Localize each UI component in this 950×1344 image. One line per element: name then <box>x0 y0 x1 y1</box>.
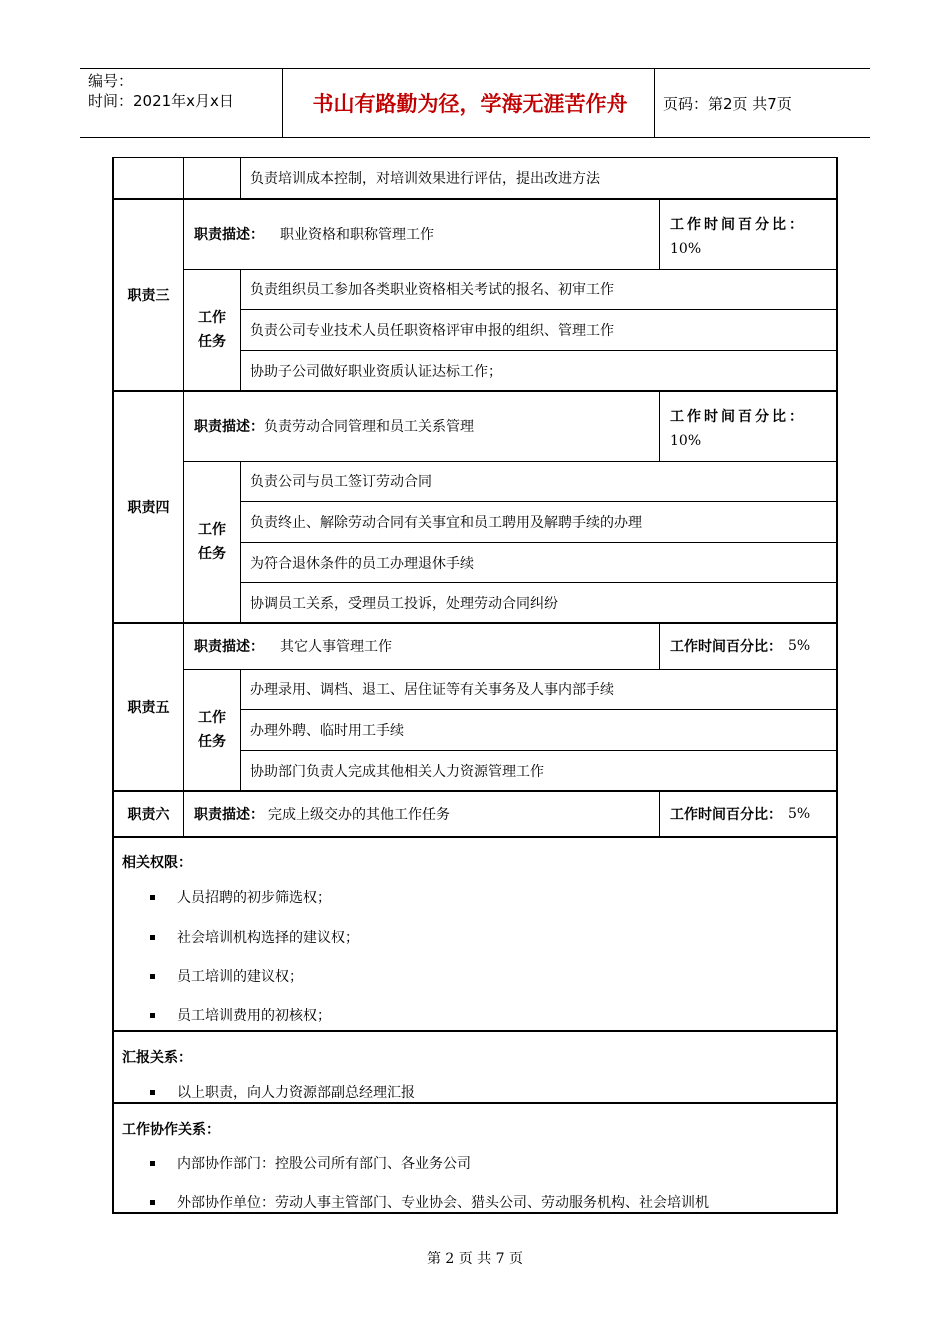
header-divider <box>282 69 283 137</box>
row-divider <box>112 1030 838 1032</box>
list-item <box>150 1005 331 1025</box>
header-slogan: 书山有路勤为径，学海无涯苦作舟 <box>312 92 628 116</box>
list-item <box>150 1153 471 1173</box>
time-percent <box>670 213 832 261</box>
bullet-icon <box>150 1013 155 1018</box>
col-divider <box>659 623 660 669</box>
task-item: 协调员工关系，受理员工投诉，处理劳动合同纠纷 <box>250 596 558 612</box>
pct-value: 10% <box>670 241 702 257</box>
duty-title: 职责三 <box>127 288 170 304</box>
task-item: 协助部门负责人完成其他相关人力资源管理工作 <box>250 764 544 780</box>
row-divider <box>112 1102 838 1104</box>
task-item: 办理录用、调档、退工、居住证等有关事务及人事内部手续 <box>250 682 614 698</box>
page-footer: 第 2 页 共 7 页 <box>426 1251 524 1267</box>
list-item <box>150 927 359 947</box>
pct-label: 工作时间百分比： <box>670 409 806 425</box>
task-item: 协助子公司做好职业资质认证达标工作； <box>250 364 502 380</box>
col-divider <box>659 791 660 837</box>
list-item <box>150 887 331 907</box>
desc-label: 职责描述： <box>194 227 264 243</box>
pct-label: 工作时间百分比： <box>670 639 782 655</box>
task-item: 负责终止、解除劳动合同有关事宜和员工聘用及解聘手续的办理 <box>250 515 642 531</box>
pct-value: 10% <box>670 433 702 449</box>
col-divider <box>659 199 660 269</box>
list-item-text: 人员招聘的初步筛选权； <box>177 890 331 906</box>
list-item-text: 以上职责，向人力资源部副总经理汇报 <box>177 1085 415 1101</box>
duty-title: 职责六 <box>127 807 170 823</box>
bullet-icon <box>150 935 155 940</box>
col-divider <box>659 391 660 461</box>
list-item <box>150 966 303 986</box>
header-page-info: 页码：第2页 共7页 <box>663 94 792 113</box>
list-item-text: 员工培训费用的初核权； <box>177 1008 331 1024</box>
page-header <box>80 68 870 138</box>
bullet-icon <box>150 974 155 979</box>
header-meta <box>88 71 278 111</box>
bullet-icon <box>150 1090 155 1095</box>
duty-description <box>194 391 654 461</box>
pct-value: 5% <box>788 806 811 822</box>
desc-label: 职责描述： <box>194 807 264 823</box>
bullet-icon <box>150 895 155 900</box>
task-item: 负责组织员工参加各类职业资格相关考试的报名、初审工作 <box>250 282 614 298</box>
duty-title: 职责四 <box>127 500 170 516</box>
duty-description <box>194 623 654 669</box>
section-title: 工作协作关系： <box>122 1122 220 1138</box>
doc-code: 编号： <box>88 72 134 90</box>
task-label: 工作任务 <box>198 522 226 562</box>
list-item-text: 内部协作部门：控股公司所有部门、各业务公司 <box>177 1156 471 1172</box>
col-divider <box>240 157 241 199</box>
pct-label: 工作时间百分比： <box>670 217 806 233</box>
task-label: 工作任务 <box>198 310 226 350</box>
section-title: 相关权限： <box>122 855 192 871</box>
section-title: 汇报关系： <box>122 1050 192 1066</box>
task-label: 工作任务 <box>198 710 226 750</box>
duty-description <box>194 791 654 837</box>
desc-label: 职责描述： <box>194 419 264 435</box>
list-item <box>150 1082 415 1102</box>
pct-value: 5% <box>788 638 811 654</box>
bullet-icon <box>150 1200 155 1205</box>
task-item: 办理外聘、临时用工手续 <box>250 723 404 739</box>
time-percent <box>670 791 832 837</box>
table-border <box>112 1212 838 1214</box>
time-percent <box>670 623 832 669</box>
desc-text: 职业资格和职称管理工作 <box>280 227 434 243</box>
duty-description <box>194 199 654 269</box>
desc-text: 负责劳动合同管理和员工关系管理 <box>264 419 474 435</box>
list-item-text: 员工培训的建议权； <box>177 969 303 985</box>
col-divider <box>240 269 241 391</box>
task-cell: 负责培训成本控制，对培训效果进行评估，提出改进方法 <box>250 171 600 187</box>
duty-title: 职责五 <box>127 700 170 716</box>
list-item <box>150 1192 709 1212</box>
doc-time: 时间：2021年x月x日 <box>88 92 234 110</box>
table-border <box>836 157 838 1214</box>
bullet-icon <box>150 1161 155 1166</box>
task-item: 负责公司专业技术人员任职资格评审申报的组织、管理工作 <box>250 323 614 339</box>
col-divider <box>240 669 241 791</box>
list-item-text: 社会培训机构选择的建议权； <box>177 930 359 946</box>
desc-text: 完成上级交办的其他工作任务 <box>268 807 450 823</box>
desc-label: 职责描述： <box>194 639 264 655</box>
task-item: 为符合退休条件的员工办理退休手续 <box>250 556 474 572</box>
pct-label: 工作时间百分比： <box>670 807 782 823</box>
task-item: 负责公司与员工签订劳动合同 <box>250 474 432 490</box>
desc-text: 其它人事管理工作 <box>280 639 392 655</box>
time-percent <box>670 405 832 453</box>
list-item-text: 外部协作单位：劳动人事主管部门、专业协会、猎头公司、劳动服务机构、社会培训机 <box>177 1195 709 1211</box>
